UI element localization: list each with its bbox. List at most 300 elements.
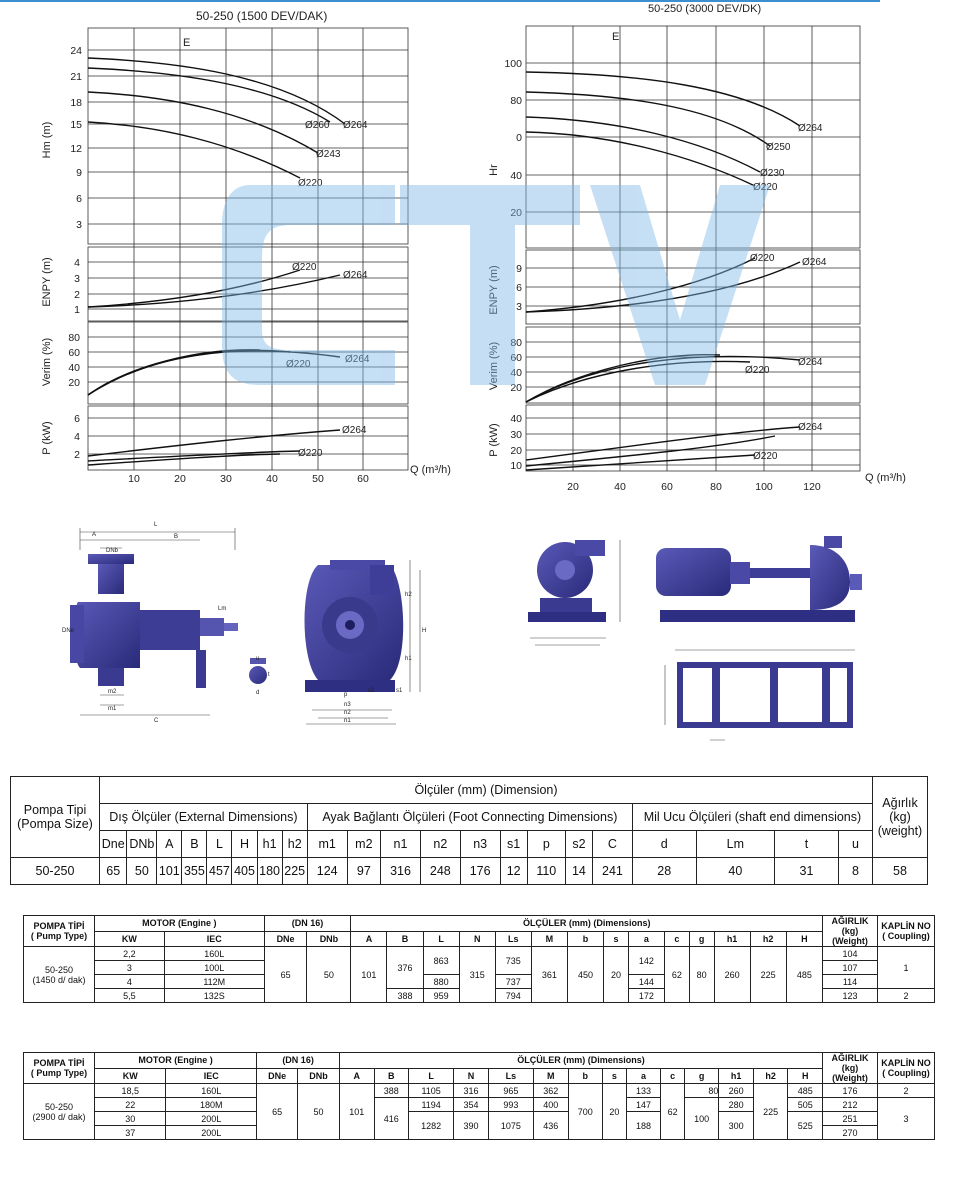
speed-label: (2900 d/ dak)	[32, 1111, 86, 1122]
hh-cell: 505	[788, 1098, 823, 1112]
dim-label: L	[154, 522, 158, 528]
table-cell: 28	[632, 858, 696, 885]
n-cell: 390	[454, 1112, 489, 1140]
left-npsh-tick: 2	[74, 289, 80, 301]
left-x-tick: 40	[266, 473, 278, 485]
right-power-curve-label: Ø264	[798, 422, 823, 433]
l-cell: 880	[423, 975, 459, 989]
dim-label: u	[256, 656, 260, 662]
ls-cell: 965	[488, 1084, 533, 1098]
right-eff-tick: 40	[510, 367, 522, 379]
column-header: s	[604, 931, 629, 947]
left-chart-title: 50-250 (1500 DEV/DAK)	[196, 9, 328, 23]
dimension-header: Ölçüler (mm) (Dimension)	[100, 777, 873, 804]
left-x-tick: 20	[174, 473, 186, 485]
coupling-header	[878, 916, 935, 947]
dimensions-table	[10, 776, 928, 885]
table-cell: 124	[307, 858, 347, 885]
column-header: Lm	[696, 831, 775, 858]
column-header: h2	[282, 831, 307, 858]
left-x-tick: 10	[128, 473, 140, 485]
table-cell: 405	[232, 858, 257, 885]
dnb-cell: 50	[307, 947, 351, 1003]
bb-cell: 450	[567, 947, 603, 1003]
column-header: s1	[500, 831, 527, 858]
dim-label: C	[154, 718, 159, 724]
right-x-tick: 100	[755, 481, 773, 493]
g-cell: 100	[684, 1098, 719, 1140]
right-head-curve-label: Ø230	[760, 168, 785, 179]
right-power-tick: 40	[510, 413, 522, 425]
coupling-header	[878, 1053, 935, 1084]
column-header: s2	[565, 831, 592, 858]
column-header: h2	[750, 931, 786, 947]
column-header: c	[664, 931, 689, 947]
weight-cell: 176	[823, 1084, 878, 1098]
dim-label: n2	[344, 710, 351, 716]
dim-label: p	[344, 692, 348, 698]
m-cell: 361	[531, 947, 567, 1003]
table-cell: 40	[696, 858, 775, 885]
weight-header	[873, 777, 928, 858]
dne-cell: 65	[257, 1084, 298, 1140]
ls-cell: 737	[495, 975, 531, 989]
b-cell: 376	[387, 947, 423, 989]
dim-label: h2	[405, 592, 412, 598]
table-cell: 12	[500, 858, 527, 885]
weight-cell: 270	[823, 1126, 878, 1140]
weight-label: AĞIRLIK (kg)	[831, 1053, 869, 1073]
right-power-tick: 10	[510, 460, 522, 472]
dim-label: s2	[368, 688, 375, 694]
dimensions-header: ÖLÇÜLER (mm) (Dimensions)	[351, 916, 823, 932]
table-cell: 176	[460, 858, 500, 885]
weight-en-label: (Weight)	[832, 936, 868, 946]
right-x-tick: 40	[614, 481, 626, 493]
hh-cell: 485	[786, 947, 822, 1003]
dim-label: n3	[344, 702, 351, 708]
dim-label: m1	[108, 706, 117, 712]
model-label: 50-250	[44, 1101, 74, 1112]
a-cell: 101	[340, 1084, 375, 1140]
iec-cell: 112M	[164, 975, 264, 989]
dim-label: DNe	[62, 628, 75, 634]
external-dimensions-header: Dış Ölçüler (External Dimensions)	[100, 804, 308, 831]
column-header: IEC	[166, 1068, 257, 1084]
kw-cell: 30	[95, 1112, 166, 1126]
column-header: H	[788, 1068, 823, 1084]
performance-charts	[0, 0, 958, 505]
left-eff-tick: 80	[68, 332, 80, 344]
weight-en-label: (Weight)	[832, 1073, 868, 1083]
weight-en-label: (weight)	[877, 824, 923, 838]
right-head-ylabel: Hr	[488, 164, 500, 176]
table-cell: 58	[873, 858, 928, 885]
column-header: H	[786, 931, 822, 947]
motor-table-1450	[23, 915, 935, 1003]
right-eff-tick: 20	[510, 382, 522, 394]
right-npsh-tick: 6	[516, 282, 522, 294]
model-cell	[24, 1084, 95, 1140]
left-head-curve-label: Ø260	[305, 120, 330, 131]
left-head-tick: 15	[70, 119, 82, 131]
ls-cell: 735	[495, 947, 531, 975]
m-cell: 436	[534, 1112, 569, 1140]
dimensions-header: ÖLÇÜLER (mm) (Dimensions)	[340, 1053, 823, 1069]
right-npsh-tick: 9	[516, 263, 522, 275]
left-power-tick: 4	[74, 431, 80, 443]
column-header: A	[351, 931, 387, 947]
coupling-cell: 1	[878, 947, 935, 989]
coupling-label: KAPLİN NO	[881, 921, 931, 931]
column-header: m2	[347, 831, 380, 858]
right-zone-label: E	[612, 31, 620, 43]
table-cell: 65	[100, 858, 127, 885]
right-eff-tick: 80	[510, 337, 522, 349]
a-small-cell: 147	[626, 1098, 661, 1112]
left-eff-tick: 20	[68, 377, 80, 389]
pump-side-view	[70, 528, 267, 715]
column-header: n1	[381, 831, 421, 858]
right-head-tick: 40	[510, 170, 522, 182]
kw-cell: 3	[95, 961, 165, 975]
n-cell: 354	[454, 1098, 489, 1112]
kw-cell: 2,2	[95, 947, 165, 961]
left-head-tick: 12	[70, 143, 82, 155]
left-head-tick: 24	[70, 45, 82, 57]
left-head-curve-label: Ø264	[343, 120, 368, 131]
speed-label: (1450 d/ dak)	[32, 974, 86, 985]
left-npsh-tick: 3	[74, 273, 80, 285]
table-cell: 101	[157, 858, 182, 885]
s-cell: 20	[603, 1084, 627, 1140]
h1-cell: 260	[719, 1084, 754, 1098]
left-eff-tick: 60	[68, 347, 80, 359]
l-cell: 1282	[409, 1112, 454, 1140]
l-cell: 1105	[409, 1084, 454, 1098]
column-header: m1	[307, 831, 347, 858]
left-head-tick: 3	[76, 219, 82, 231]
column-header: A	[340, 1068, 375, 1084]
column-header: a	[626, 1068, 661, 1084]
right-power-tick: 20	[510, 445, 522, 457]
ls-cell: 993	[488, 1098, 533, 1112]
model-cell	[24, 947, 95, 1003]
column-header: IEC	[164, 931, 264, 947]
dim-label: s1	[396, 688, 403, 694]
c-cell: 62	[661, 1084, 685, 1140]
pump-type-label: Pompa Tipi	[23, 803, 87, 817]
pump-type-en-label: ( Pump Type)	[30, 1068, 88, 1078]
column-header: h2	[753, 1068, 788, 1084]
iec-cell: 160L	[164, 947, 264, 961]
column-header: L	[423, 931, 459, 947]
hh-cell: 525	[788, 1112, 823, 1140]
column-header: DNe	[264, 931, 307, 947]
pump-size-label: (Pompa Size)	[17, 817, 93, 831]
dim-label: A	[92, 532, 97, 538]
column-header: a	[628, 931, 664, 947]
dim-label: m2	[108, 689, 117, 695]
dim-label: Lm	[218, 606, 227, 612]
left-x-tick: 30	[220, 473, 232, 485]
left-eff-curve-label: Ø220	[286, 359, 311, 370]
pump-front-view	[305, 560, 404, 692]
weight-label: AĞIRLIK (kg)	[831, 916, 869, 936]
table-cell: 241	[593, 858, 633, 885]
weight-cell: 123	[823, 989, 878, 1003]
motor-header: MOTOR (Engine )	[95, 916, 265, 932]
column-header: n3	[460, 831, 500, 858]
dim-label: t	[268, 672, 270, 678]
m-cell: 362	[534, 1084, 569, 1098]
right-power-curve-label: Ø220	[753, 451, 778, 462]
right-x-tick: 60	[661, 481, 673, 493]
left-npsh-ylabel: ENPY (m)	[41, 257, 53, 307]
left-npsh-curve-label: Ø220	[292, 262, 317, 273]
kw-cell: 18,5	[95, 1084, 166, 1098]
right-npsh-curve-label: Ø220	[750, 253, 775, 264]
dne-cell: 65	[264, 947, 307, 1003]
right-head-tick: 100	[504, 58, 522, 70]
ls-cell: 794	[495, 989, 531, 1003]
c-cell: 62	[664, 947, 689, 1003]
g-cell: 80	[684, 1084, 719, 1098]
a-small-cell: 142	[628, 947, 664, 975]
left-eff-ylabel: Verim (%)	[41, 337, 53, 387]
foot-dimensions-header: Ayak Bağlantı Ölçüleri (Foot Connecting Dimensions)	[307, 804, 632, 831]
a-small-cell: 188	[626, 1112, 661, 1140]
left-power-curve-label: Ø220	[298, 448, 323, 459]
column-header: KW	[95, 1068, 166, 1084]
n-cell: 316	[454, 1084, 489, 1098]
column-header: b	[567, 931, 603, 947]
right-eff-curve-label: Ø220	[745, 365, 770, 376]
l-cell: 959	[423, 989, 459, 1003]
column-header: L	[207, 831, 232, 858]
column-header: DNe	[257, 1068, 298, 1084]
column-header: s	[603, 1068, 627, 1084]
weight-cell: 104	[823, 947, 878, 961]
coupling-cell: 3	[878, 1098, 935, 1140]
coupling-cell: 2	[878, 1084, 935, 1098]
column-header: DNb	[298, 1068, 340, 1084]
left-eff-tick: 40	[68, 362, 80, 374]
table-cell: 31	[775, 858, 839, 885]
column-header: Dne	[100, 831, 127, 858]
h2-cell: 225	[753, 1084, 788, 1140]
iec-cell: 100L	[164, 961, 264, 975]
technical-drawings	[0, 510, 958, 750]
right-head-curve-label: Ø250	[766, 142, 791, 153]
kw-cell: 37	[95, 1126, 166, 1140]
left-head-curve-label: Ø220	[298, 178, 323, 189]
dn16-header: (DN 16)	[264, 916, 351, 932]
pump-type-en-label: ( Pump Type)	[30, 931, 88, 941]
column-header: H	[232, 831, 257, 858]
dn16-header: (DN 16)	[257, 1053, 340, 1069]
table-cell: 8	[838, 858, 872, 885]
column-header: N	[454, 1068, 489, 1084]
column-header: KW	[95, 931, 165, 947]
weight-cell: 251	[823, 1112, 878, 1126]
h1-cell: 260	[714, 947, 750, 1003]
kw-cell: 4	[95, 975, 165, 989]
right-head-curve-label: Ø264	[798, 123, 823, 134]
column-header: A	[157, 831, 182, 858]
table-cell: 316	[381, 858, 421, 885]
dim-label: B	[174, 534, 179, 540]
motor-table-2900	[23, 1052, 935, 1140]
right-npsh-tick: 3	[516, 301, 522, 313]
model-label: 50-250	[44, 964, 74, 975]
table-cell: 180	[257, 858, 282, 885]
pump-type-label: POMPA TİPİ	[33, 1058, 85, 1068]
column-header: c	[661, 1068, 685, 1084]
l-cell: 1194	[409, 1098, 454, 1112]
l-cell: 863	[423, 947, 459, 975]
right-x-tick: 20	[567, 481, 579, 493]
coupling-label: KAPLİN NO	[881, 1058, 931, 1068]
h2-cell: 225	[750, 947, 786, 1003]
right-power-tick: 30	[510, 429, 522, 441]
table-cell: 14	[565, 858, 592, 885]
iec-cell: 200L	[166, 1126, 257, 1140]
right-eff-curve-label: Ø264	[798, 357, 823, 368]
m-cell: 400	[534, 1098, 569, 1112]
column-header: B	[182, 831, 207, 858]
column-header: t	[775, 831, 839, 858]
dim-label: n1	[344, 718, 351, 724]
right-npsh-curve-label: Ø264	[802, 257, 827, 268]
left-head-tick: 18	[70, 97, 82, 109]
weight-cell: 114	[823, 975, 878, 989]
a-small-cell: 133	[626, 1084, 661, 1098]
left-npsh-tick: 1	[74, 304, 80, 316]
iec-cell: 180M	[166, 1098, 257, 1112]
column-header: DNb	[127, 831, 157, 858]
right-head-tick: 80	[510, 95, 522, 107]
column-header: p	[527, 831, 565, 858]
column-header: d	[632, 831, 696, 858]
left-zone-label: E	[183, 37, 191, 49]
a-cell: 101	[351, 947, 387, 1003]
left-head-tick: 9	[76, 167, 82, 179]
column-header: h1	[714, 931, 750, 947]
table-cell: 457	[207, 858, 232, 885]
left-power-tick: 6	[74, 413, 80, 425]
column-header: L	[409, 1068, 454, 1084]
left-eff-curve-label: Ø264	[345, 354, 370, 365]
right-chart-title: 50-250 (3000 DEV/DK)	[648, 3, 762, 15]
a-small-cell: 144	[628, 975, 664, 989]
pump-type-label: POMPA TİPİ	[33, 921, 85, 931]
b-cell: 416	[374, 1098, 409, 1140]
left-x-tick: 60	[357, 473, 369, 485]
table-cell: 110	[527, 858, 565, 885]
right-head-tick: 0	[516, 132, 522, 144]
b-cell: 388	[387, 989, 423, 1003]
column-header: h1	[257, 831, 282, 858]
ls-cell: 1075	[488, 1112, 533, 1140]
pump-type-header	[24, 1053, 95, 1084]
dim-label: H	[422, 628, 427, 634]
left-x-tick: 50	[312, 473, 324, 485]
b-cell: 388	[374, 1084, 409, 1098]
pump-type-header	[24, 916, 95, 947]
dim-label: h1	[405, 656, 412, 662]
table-cell: 50	[127, 858, 157, 885]
column-header: N	[459, 931, 495, 947]
h1-cell: 280	[719, 1098, 754, 1112]
left-npsh-tick: 4	[74, 257, 80, 269]
weight-cell: 107	[823, 961, 878, 975]
column-header: b	[568, 1068, 603, 1084]
left-x-label: Q (m³/h)	[410, 464, 451, 476]
right-eff-tick: 60	[510, 352, 522, 364]
coupling-en-label: ( Coupling)	[882, 931, 930, 941]
left-power-curve-label: Ø264	[342, 425, 367, 436]
column-header: n2	[420, 831, 460, 858]
column-header: C	[593, 831, 633, 858]
coupling-en-label: ( Coupling)	[882, 1068, 930, 1078]
right-head-curve-label: Ø220	[753, 182, 778, 193]
column-header: Ls	[488, 1068, 533, 1084]
weight-label: Ağırlık (kg)	[882, 796, 918, 824]
h1-cell: 300	[719, 1112, 754, 1140]
coupling-cell: 2	[878, 989, 935, 1003]
column-header: DNb	[307, 931, 351, 947]
column-header: M	[531, 931, 567, 947]
weight-header	[823, 916, 878, 947]
column-header: g	[684, 1068, 719, 1084]
left-head-ylabel: Hm (m)	[41, 121, 53, 159]
right-power-ylabel: P (kW)	[488, 423, 500, 457]
pump-set-side-view	[656, 536, 862, 622]
g-cell: 80	[689, 947, 714, 1003]
s-cell: 20	[604, 947, 629, 1003]
shaft-dimensions-header: Mil Ucu Ölçüleri (shaft end dimensions)	[632, 804, 872, 831]
pump-type-header	[11, 777, 100, 858]
pump-set-front-view	[528, 540, 606, 622]
left-head-tick: 6	[76, 193, 82, 205]
column-header: g	[689, 931, 714, 947]
table-cell: 355	[182, 858, 207, 885]
kw-cell: 22	[95, 1098, 166, 1112]
hh-cell: 485	[788, 1084, 823, 1098]
right-x-tick: 120	[803, 481, 821, 493]
column-header: M	[534, 1068, 569, 1084]
column-header: h1	[719, 1068, 754, 1084]
motor-header: MOTOR (Engine )	[95, 1053, 257, 1069]
base-frame-top-view	[680, 665, 850, 725]
weight-cell: 212	[823, 1098, 878, 1112]
n-cell: 315	[459, 947, 495, 1003]
dim-label: DNb	[106, 548, 119, 554]
left-power-tick: 2	[74, 449, 80, 461]
a-small-cell: 172	[628, 989, 664, 1003]
left-head-curve-label: Ø243	[316, 149, 341, 160]
bb-cell: 700	[568, 1084, 603, 1140]
dnb-cell: 50	[298, 1084, 340, 1140]
table-cell: 248	[420, 858, 460, 885]
iec-cell: 132S	[164, 989, 264, 1003]
column-header: B	[387, 931, 423, 947]
right-head-tick: 20	[510, 207, 522, 219]
right-eff-ylabel: Verim (%)	[488, 341, 500, 391]
kw-cell: 5,5	[95, 989, 165, 1003]
table-cell: 50-250	[11, 858, 100, 885]
